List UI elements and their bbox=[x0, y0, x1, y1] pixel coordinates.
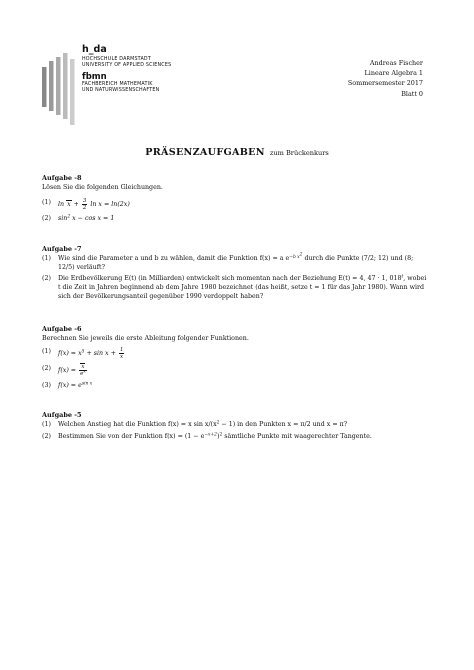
task-minus-8 bbox=[42, 174, 430, 223]
task-heading: Aufgabe -6 bbox=[42, 325, 82, 333]
hda-stripes-logo-icon bbox=[42, 53, 76, 125]
task-item: (2) Bestimmen Sie von der Funktion $f(x) = (1 - e^{-x+2})^2$ sämtliche Punkte mit waagerechter Tangente. bbox=[42, 432, 372, 440]
task-intro: Lösen Sie die folgenden Gleichungen. bbox=[42, 184, 163, 191]
task-item: (1) Welchen Anstieg hat die Funktion f(x) = x $\sin x/(x^2 - 1)$ in den Punkten x = π/2 und x = π? bbox=[42, 420, 348, 428]
sheet-number: Blatt 0 bbox=[401, 89, 423, 98]
task-minus-5 bbox=[42, 411, 430, 441]
semester: Sommersemester 2017 bbox=[347, 79, 423, 88]
task-intro: Berechnen Sie jeweils die erste Ableitung folgender Funktionen. bbox=[42, 335, 249, 342]
task-item: (2) f(x) = $\frac{x}{e^x}$ bbox=[42, 364, 86, 377]
task-minus-7 bbox=[42, 245, 430, 301]
logo-mark: h_da bbox=[82, 44, 107, 55]
task-minus-6 bbox=[42, 325, 430, 390]
title-sub: zum Brückenkurs bbox=[269, 149, 329, 157]
task-item: (1) $f(x) = x^5 + \sin x$ + $\frac{1}{x}$ bbox=[42, 347, 124, 360]
author: Andreas Fischer bbox=[369, 59, 423, 67]
equation: $\sin^2 x - \cos x = 1$ bbox=[58, 214, 115, 222]
task-item: (2) $\sin^2 x - \cos x = 1$ bbox=[42, 214, 115, 222]
university-logo bbox=[42, 43, 202, 125]
title-main: PRÄSENZAUFGABEN bbox=[145, 147, 265, 158]
task-item: (3) $f(x) = e^{sin x}$ bbox=[42, 381, 93, 389]
task-heading: Aufgabe -8 bbox=[42, 174, 82, 182]
equation: ln x + $\frac{3}{2}$ ln x = ln(2x) bbox=[58, 198, 130, 211]
function: $f(x) = e^{sin x}$ bbox=[58, 381, 93, 389]
sheet-meta bbox=[348, 58, 423, 99]
faculty-name: FACHBEREICH MATHEMATIK UND NATURWISSENSCHAFTEN bbox=[82, 82, 160, 93]
task-heading: Aufgabe -5 bbox=[42, 411, 82, 419]
course: Lineare Algebra 1 bbox=[364, 69, 423, 78]
function: $f(x) = x^5 + \sin x$ + $\frac{1}{x}$ bbox=[58, 347, 124, 360]
function: f(x) = $\frac{x}{e^x}$ bbox=[58, 364, 86, 377]
task-item: (2) Die Erdbevölkerung E(t) (in Milliarden) entwickelt sich momentan nach der Beziehung E(t) = 4, 47 · 1, 018$^t$, wobei t die Zeit in Jahren beginnend ab dem Jahre 1980 bezeichnet (das heißt, setze t = 1 für das Jahr 1980). Wann wird sich der Bevölkerungsanteil gegenüber 1990 verdoppelt haben? bbox=[42, 274, 427, 300]
university-name: HOCHSCHULE DARMSTADT UNIVERSITY OF APPLIED SCIENCES bbox=[82, 57, 172, 68]
task-heading: Aufgabe -7 bbox=[42, 245, 82, 253]
page-title bbox=[0, 140, 474, 159]
task-item: (1) ln x + $\frac{3}{2}$ ln x = ln(2x) bbox=[42, 198, 130, 211]
task-item: (1) Wie sind die Parameter a und b zu wählen, damit die Funktion f(x) = a $e^{-b x^2}$ durch die Punkte (7/2; 12) und (8; 12/5) verläuft? bbox=[42, 252, 414, 271]
faculty-mark: fbmn bbox=[82, 72, 107, 82]
